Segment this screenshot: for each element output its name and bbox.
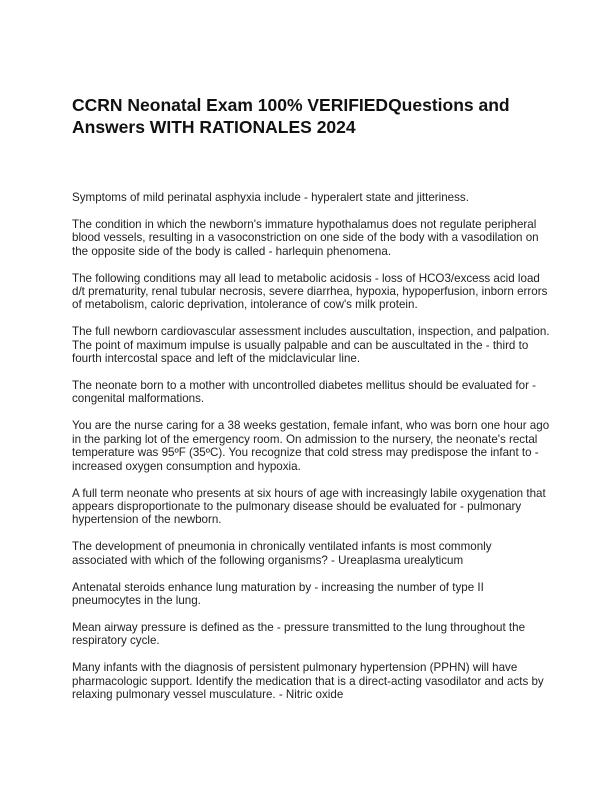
question-paragraph: The neonate born to a mother with uncontrolled diabetes mellitus should be evaluated for - congenital malformations. — [72, 379, 537, 406]
question-paragraph: You are the nurse caring for a 38 weeks gestation, female infant, who was born one hour ago in the parking lot of the emergency room. On admission to the nursery, the neonate's rectal temperature was 95ºF (35ºC). You recognize that cold stress may predispose the infant to - increased oxygen consumption and hypoxia. — [72, 419, 550, 473]
question-paragraph: The condition in which the newborn's immature hypothalamus does not regulate peripheral blood vessels, resulting in a vasoconstriction on one side of the body with a vasodilation on the opposite side of the body is called - harlequin phenomena. — [72, 217, 539, 258]
question-paragraph: Antenatal steroids enhance lung maturation by - increasing the number of type II pneumocytes in the lung. — [72, 580, 484, 607]
document-title — [72, 94, 550, 138]
document-body — [72, 191, 550, 701]
title-line-2: Answers WITH RATIONALES 2024 — [72, 117, 356, 137]
document-page — [72, 94, 550, 715]
question-paragraph: A full term neonate who presents at six hours of age with increasingly labile oxygenation that appears disproportionate to the pulmonary disease should be evaluated for - pulmonary hypertension of the newborn. — [72, 486, 546, 527]
question-paragraph: Many infants with the diagnosis of persistent pulmonary hypertension (PPHN) will have pharmacologic support. Identify the medication that is a direct-acting vasodilator and acts by relaxing pulmonary vessel musculature. - Nitric oxide — [72, 661, 544, 701]
question-paragraph: Symptoms of mild perinatal asphyxia include - hyperalert state and jitteriness. — [72, 191, 469, 204]
question-paragraph: Mean airway pressure is defined as the - pressure transmitted to the lung throughout the respiratory cycle. — [72, 620, 526, 648]
title-line-1: CCRN Neonatal Exam 100% VERIFIEDQuestions and — [72, 95, 510, 115]
question-paragraph: The following conditions may all lead to metabolic acidosis - loss of HCO3/excess acid load d/t prematurity, renal tubular necrosis, severe diarrhea, hypoxia, hypoperfusion, inborn errors of metabolism, caloric deprivation, intolerance of cow's milk protein. — [72, 271, 548, 312]
question-paragraph: The development of pneumonia in chronically ventilated infants is most commonly associated with which of the following organisms? - Ureaplasma urealyticum — [72, 540, 492, 567]
question-paragraph: The full newborn cardiovascular assessment includes auscultation, inspection, and palpation. The point of maximum impulse is usually palpable and can be auscultated in the - third to fourth intercostal space and left of the midclavicular line. — [72, 325, 550, 366]
